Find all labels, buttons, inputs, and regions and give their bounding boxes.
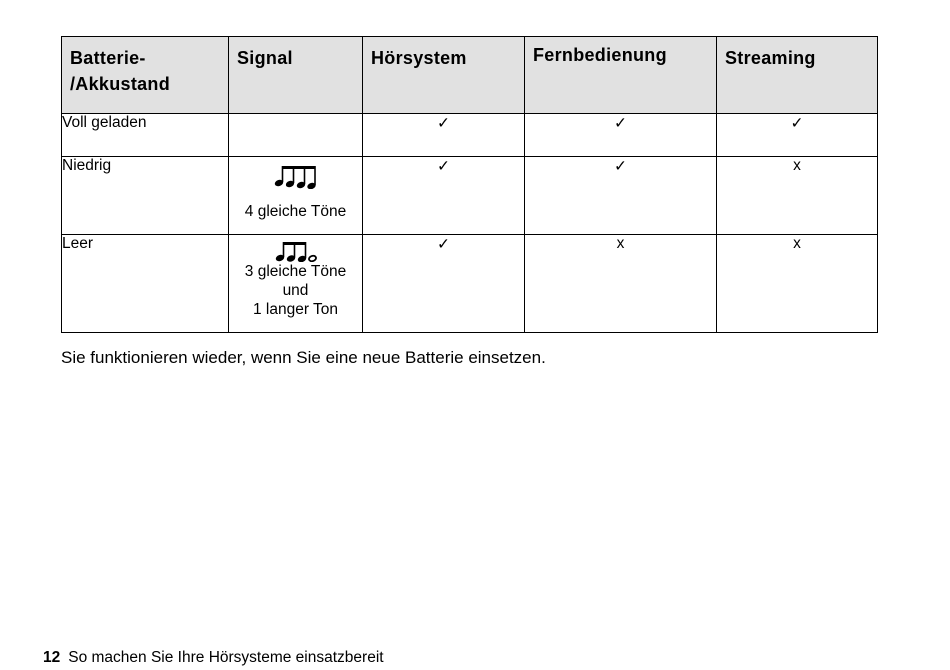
page-footer xyxy=(43,649,384,667)
fernbedienung-cell: ✓ xyxy=(525,157,717,235)
streaming-cell: ✓ xyxy=(717,114,878,157)
battery-note: Sie funktionieren wieder, wenn Sie eine neue Batterie einsetzen. xyxy=(61,348,546,367)
footer-section-title: So machen Sie Ihre Hörsysteme einsatzbereit xyxy=(68,649,384,666)
fernbedienung-cell: x xyxy=(525,235,717,333)
signal-caption: 3 gleiche Töne und 1 langer Ton xyxy=(244,263,347,318)
three-notes-long-tone-icon xyxy=(275,240,317,262)
battery-status-table xyxy=(61,36,878,333)
page-number: 12 xyxy=(43,649,61,666)
state-cell: Leer xyxy=(62,235,229,333)
hoersystem-cell: ✓ xyxy=(363,157,525,235)
header-streaming: Streaming xyxy=(717,37,878,114)
signal-cell xyxy=(229,157,363,235)
signal-cell xyxy=(229,114,363,157)
hoersystem-cell: ✓ xyxy=(363,114,525,157)
header-battery-state: Batterie- /Akkustand xyxy=(62,37,229,114)
hoersystem-cell: ✓ xyxy=(363,235,525,333)
table-row xyxy=(62,235,878,333)
signal-cell xyxy=(229,235,363,333)
header-signal: Signal xyxy=(229,37,363,114)
streaming-cell: x xyxy=(717,157,878,235)
signal-caption: 4 gleiche Töne xyxy=(244,203,347,220)
fernbedienung-cell: ✓ xyxy=(525,114,717,157)
header-hoersystem: Hörsystem xyxy=(363,37,525,114)
state-cell: Voll geladen xyxy=(62,114,229,157)
table-header-row xyxy=(62,37,878,114)
table-row xyxy=(62,157,878,235)
four-notes-icon xyxy=(274,163,318,189)
table-row xyxy=(62,114,878,157)
header-fernbedienung: Fernbedienung xyxy=(525,37,717,114)
state-cell: Niedrig xyxy=(62,157,229,235)
streaming-cell: x xyxy=(717,235,878,333)
